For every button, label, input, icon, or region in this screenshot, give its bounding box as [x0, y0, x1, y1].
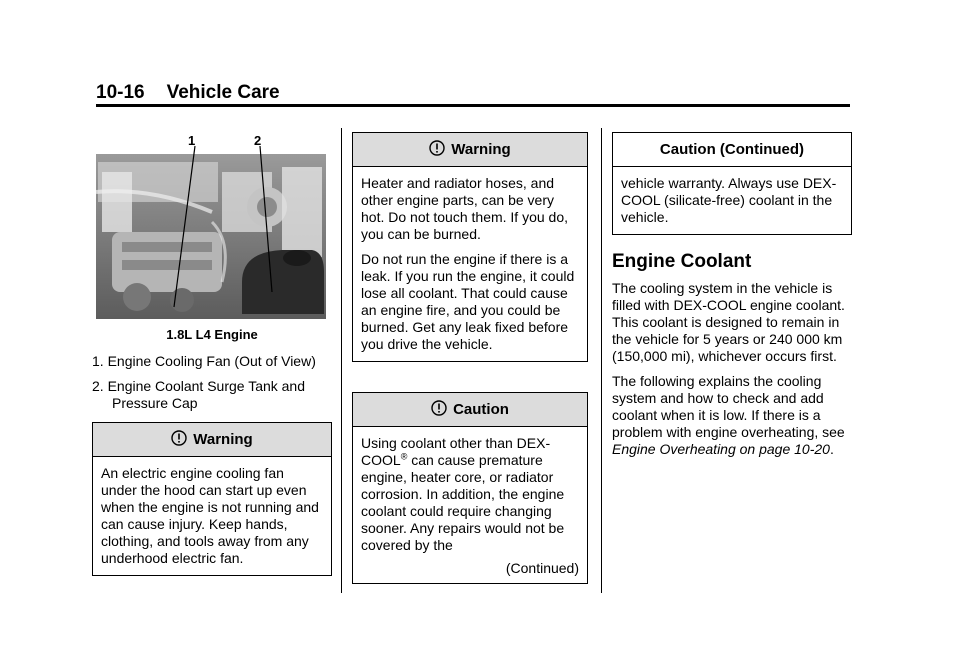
caution-header: [353, 393, 587, 427]
section-heading: Engine Coolant: [612, 251, 752, 272]
caution-body: [353, 427, 587, 583]
column-divider-2: [601, 128, 602, 593]
warning-text: Do not run the engine if there is a leak. If you run the engine, it could lose all coolant. That could cause an engine fire, and you could be burned. Get any leak fixed before you drive the vehicle.: [361, 251, 575, 352]
paragraph-text: The following explains the cooling system and how to check and add coolant when it is low. If there is a problem with engine overheating, see: [612, 373, 845, 440]
caution-continued-text: vehicle warranty. Always use DEX-COOL (silicate-free) coolant in the vehicle.: [621, 175, 837, 225]
column-2: [352, 132, 588, 584]
cross-reference-link[interactable]: Engine Overheating on page 10-20: [612, 441, 830, 457]
column-3: [612, 132, 852, 466]
warning-icon: [429, 140, 445, 160]
paragraph: The cooling system in the vehicle is filled with DEX-COOL engine coolant. This coolant is designed to remain in the vehicle for 5 years or 240 000 km (150,000 mi), whichever occurs first.: [612, 280, 845, 364]
caution-icon: [431, 400, 447, 420]
legend-item: 2. Engine Coolant Surge Tank and Pressure Cap: [92, 378, 306, 411]
warning-text: An electric engine cooling fan under the hood can start up even when the engine is not running and can cause injury. Keep hands, clothing, and tools away from any underhood electric fan.: [101, 465, 319, 566]
warning-body: [93, 457, 331, 575]
registered-mark: ®: [400, 451, 408, 462]
caution-text: [361, 435, 579, 554]
callout-2: 2: [254, 133, 262, 148]
paragraph: [612, 373, 852, 458]
caution-continued-body: [613, 167, 851, 234]
paragraph-end: .: [829, 441, 834, 457]
warning-icon: [171, 430, 187, 450]
continued-label: (Continued): [505, 560, 579, 576]
callout-1: 1: [188, 133, 196, 148]
header-rule: [96, 104, 850, 107]
warning-box-fan: [92, 422, 332, 576]
caution-title: Caution: [453, 401, 509, 418]
figure-legend: [92, 353, 332, 412]
warning-title: Warning: [451, 141, 511, 158]
caution-text-a: Using coolant other than DEX-COOL: [361, 435, 551, 468]
page-number: 10-16: [96, 82, 145, 103]
warning-text: Heater and radiator hoses, and other engine parts, can be very hot. Do not touch them. If you do, you can be burned.: [361, 175, 569, 242]
warning-title: Warning: [193, 431, 253, 448]
section-title: Vehicle Care: [166, 82, 280, 103]
figure-caption: 1.8L L4 Engine: [166, 327, 258, 342]
warning-box-hot: [352, 132, 588, 362]
caution-box: [352, 392, 588, 584]
warning-header: [93, 423, 331, 457]
engine-compartment-illustration: [92, 132, 332, 322]
warning-body: [353, 167, 587, 361]
column-1: [92, 132, 332, 576]
warning-header: [353, 133, 587, 167]
legend-item: 1. Engine Cooling Fan (Out of View): [92, 353, 316, 369]
caution-text-b: can cause premature engine, heater core, or radiator corrosion. In addition, the engine coolant could require changing sooner. Any repairs would not be covered by the: [361, 452, 565, 553]
page-header: [96, 82, 280, 104]
caution-continued-header: Caution (Continued): [613, 133, 851, 167]
caution-continued-box: [612, 132, 852, 235]
column-divider-1: [341, 128, 342, 593]
engine-figure: [92, 132, 332, 322]
